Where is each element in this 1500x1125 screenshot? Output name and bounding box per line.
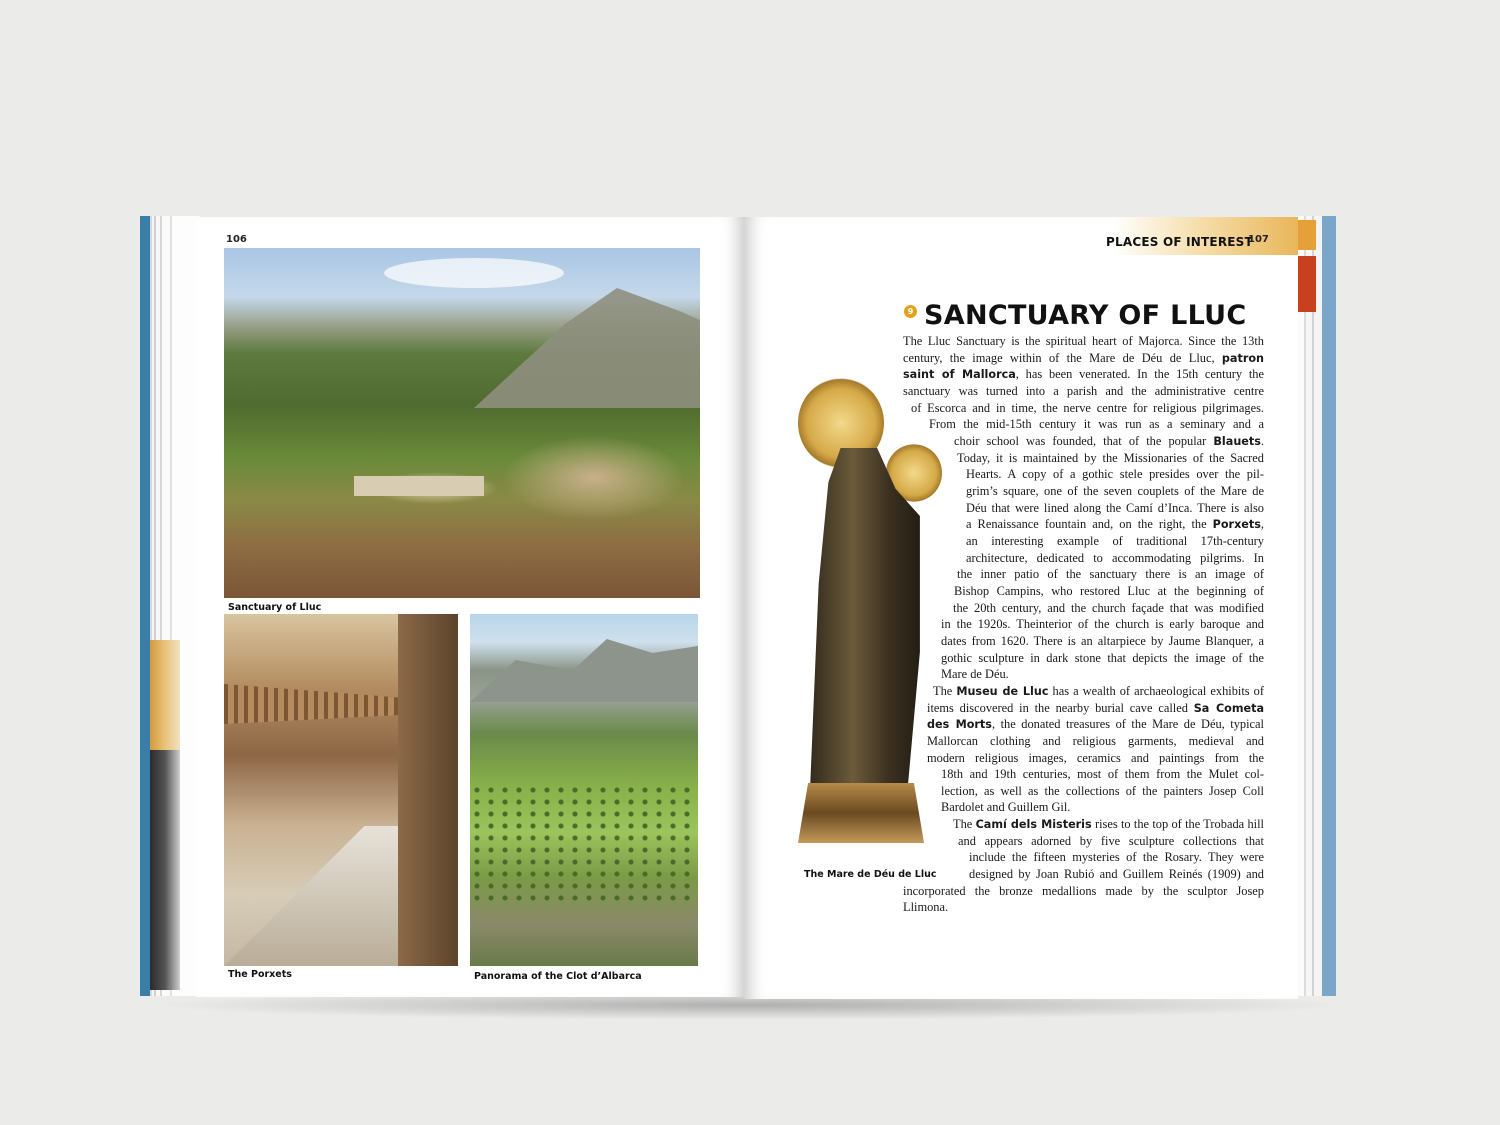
clot-albarca-photo — [470, 614, 698, 966]
text-line: dates from 1620. There is an altarpiece by Jaume Blanquer, a — [941, 633, 1264, 648]
highlighted-term: saint of Mallorca — [903, 368, 1016, 382]
right-edge-marker — [1298, 256, 1316, 312]
left-page-edge-dark — [150, 750, 180, 990]
highlighted-term: des Morts — [927, 718, 992, 732]
text-line: an interesting example of traditional 17th-century — [966, 533, 1264, 548]
olive-grove-shape — [470, 784, 698, 904]
text-line: in the 1920s. Theinterior of the church is early baroque and — [941, 617, 1264, 632]
porxets-photo — [224, 614, 458, 966]
text-line: architecture, dedicated to accommodating pilgrims. In — [966, 550, 1264, 565]
highlighted-term: Camí dels Misteris — [975, 818, 1092, 832]
text-line: incorporated the bronze medallions made by the sculptor Josep — [903, 883, 1264, 898]
text-line: the inner patio of the sanctuary there is an image of — [957, 567, 1264, 582]
right-page-number: 107 — [1248, 234, 1269, 245]
text-line: lection, as well as the collections of the painters Josep Coll — [941, 783, 1264, 798]
highlighted-term: Sa Cometa — [1193, 701, 1264, 715]
text-line: grim’s square, one of the seven couplets of the Mare de — [966, 483, 1264, 498]
text-line: modern religious images, ceramics and paintings from the — [927, 750, 1264, 765]
right-edge-tab — [1298, 220, 1316, 250]
highlighted-term: patron — [1221, 351, 1264, 365]
text-line: 18th and 19th centuries, most of them from the Mulet col- — [941, 767, 1264, 782]
text-line: century, the image within of the Mare de Déu de Lluc, patron — [903, 350, 1264, 365]
left-page-edge-color — [150, 640, 180, 750]
text-line: The Lluc Sanctuary is the spiritual heart of Majorca. Since the 13th — [903, 334, 1264, 348]
right-page-edges — [1296, 216, 1336, 996]
text-line: Mallorcan clothing and religious garments, medieval and — [927, 733, 1264, 748]
section-label: PLACES OF INTEREST — [1106, 235, 1253, 249]
highlighted-term: Museu de Lluc — [956, 684, 1049, 698]
text-line: the 20th century, and the church façade that was modified — [953, 600, 1264, 615]
highlighted-term: Blauets — [1213, 434, 1261, 448]
text-line: Mare de Déu. — [941, 667, 1009, 682]
text-line: Llimona. — [903, 900, 949, 915]
statue-base-shape — [798, 783, 924, 843]
text-line: Bishop Campins, who restored Lluc at the beginning of — [954, 583, 1264, 598]
text-line: designed by Joan Rubió and Guillem Reinés (1909) and — [969, 867, 1264, 882]
text-line: and appears adorned by five sculpture collections that — [958, 833, 1264, 848]
mare-de-deu-statue — [796, 378, 928, 866]
caption-clot-albarca: Panorama of the Clot d’Albarca — [474, 971, 642, 982]
highlighted-term: Porxets — [1212, 518, 1261, 532]
text-line: From the mid-15th century it was run as a seminary and a — [929, 417, 1264, 432]
text-line: Bardolet and Guillem Gil. — [941, 800, 1071, 815]
sanctuary-photo — [224, 248, 700, 598]
text-line: gothic sculpture in dark stone that depicts the image of the — [941, 650, 1264, 665]
caption-porxets: The Porxets — [228, 969, 292, 980]
text-line: saint of Mallorca, has been venerated. In the 15th century the — [903, 367, 1264, 382]
wall-shape — [398, 614, 458, 966]
text-line: Déu that were lined along the Camí d’Inca. There is also — [966, 500, 1264, 515]
text-line: include the fifteen mysteries of the Rosary. They were — [969, 850, 1264, 865]
text-line: des Morts, the donated treasures of the Mare de Déu, typical — [927, 717, 1264, 732]
mountain-shape — [470, 632, 698, 702]
mountain-shape — [474, 288, 700, 408]
caption-statue: The Mare de Déu de Lluc — [804, 869, 937, 880]
text-line: choir school was founded, that of the popular Blauets. — [954, 433, 1264, 448]
text-line: Hearts. A copy of a gothic stele presides over the pil- — [966, 467, 1264, 482]
text-line: The Camí dels Misteris rises to the top of the Trobada hill — [953, 817, 1264, 832]
sanctuary-building-shape — [354, 476, 484, 496]
left-page-number: 106 — [226, 234, 247, 245]
text-line: The Museu de Lluc has a wealth of archaeological exhibits of — [933, 683, 1264, 698]
text-line: Today, it is maintained by the Missionaries of the Sacred — [957, 450, 1264, 465]
cloud-shape — [384, 258, 564, 288]
text-line: items discovered in the nearby burial cave called Sa Cometa — [927, 700, 1264, 715]
entry-number-badge: 9 — [904, 305, 917, 318]
page-title: SANCTUARY OF LLUC — [924, 300, 1247, 331]
text-line: a Renaissance fountain and, on the right, the Porxets, — [966, 517, 1264, 532]
caption-sanctuary: Sanctuary of Lluc — [228, 602, 322, 613]
text-line: of Escorca and in time, the nerve centre for religious pilgrimages. — [911, 400, 1264, 415]
text-line: sanctuary was turned into a parish and the administrative centre — [903, 383, 1264, 398]
